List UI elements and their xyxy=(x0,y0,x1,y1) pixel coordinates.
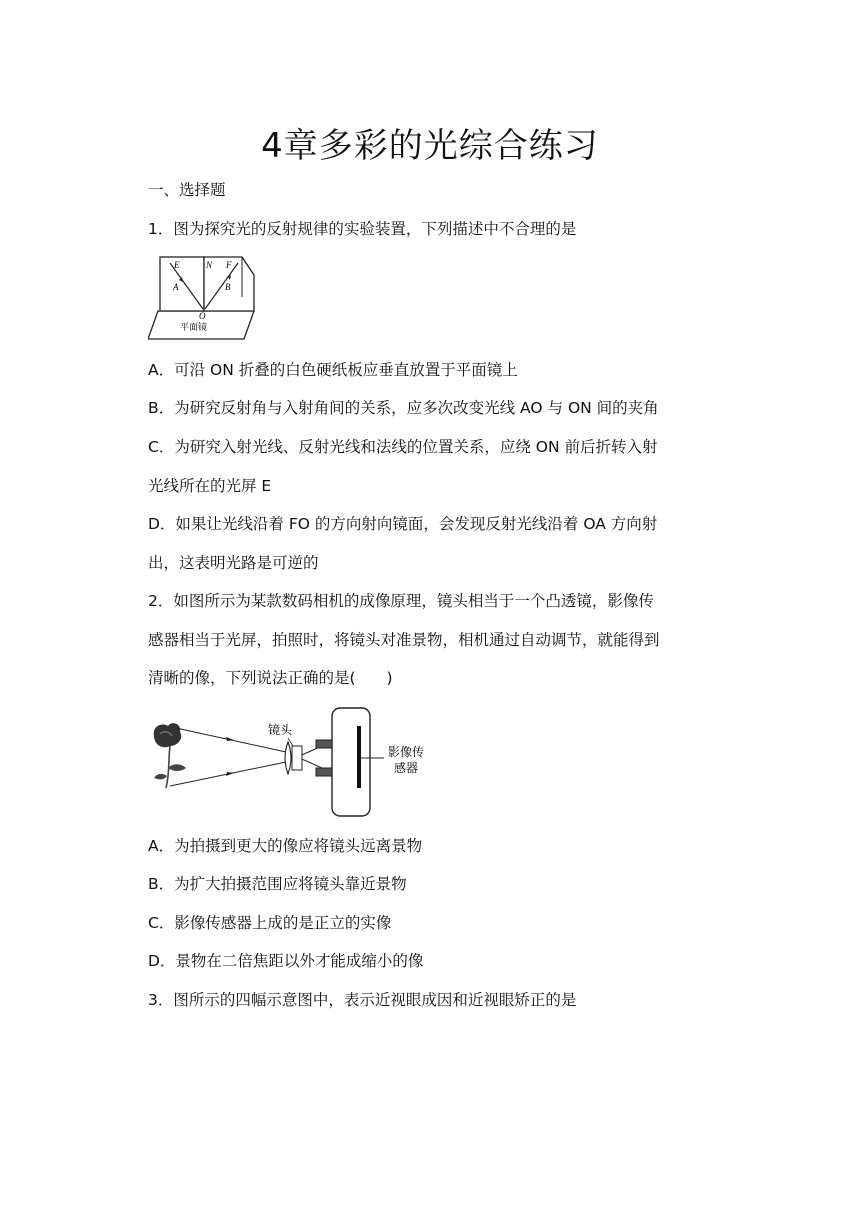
rose-object xyxy=(154,723,186,788)
camera-body xyxy=(332,708,370,816)
label-sensor-line2: 感器 xyxy=(394,761,419,775)
label-e: E xyxy=(174,260,180,270)
question-2-stem-line2: 感器相当于光屏，拍照时，将镜头对准景物，相机通过自动调节，就能得到 xyxy=(148,631,660,649)
label-f: F xyxy=(226,260,232,270)
question-1-stem: 1．图为探究光的反射规律的实验装置，下列描述中不合理的是 xyxy=(148,220,577,238)
lens xyxy=(285,742,291,774)
section-heading: 一、选择题 xyxy=(148,181,226,199)
label-b: B xyxy=(225,282,231,292)
image-sensor xyxy=(357,726,361,788)
question-1-option-d-line2: 出，这表明光路是可逆的 xyxy=(148,554,319,572)
question-1-option-d-line1: D．如果让光线沿着 FO 的方向射向镜面，会发现反射光线沿着 OA 方向射 xyxy=(148,515,658,533)
label-a: A xyxy=(173,282,179,292)
question-2-stem-line1: 2．如图所示为某款数码相机的成像原理，镜头相当于一个凸透镜，影像传 xyxy=(148,592,654,610)
board-e xyxy=(160,257,204,311)
reflection-apparatus-figure xyxy=(148,253,260,343)
camera-principle-figure xyxy=(148,706,438,818)
question-1-option-c-line2: 光线所在的光屏 E xyxy=(148,477,272,495)
question-2-stem-line3: 清晰的像，下列说法正确的是( ) xyxy=(148,669,393,687)
question-2-option-d: D．景物在二倍焦距以外才能成缩小的像 xyxy=(148,952,424,970)
question-1-option-b: B．为研究反射角与入射角间的关系，应多次改变光线 AO 与 ON 间的夹角 xyxy=(148,399,659,417)
label-lens: 镜头 xyxy=(268,723,293,737)
question-1-option-a: A．可沿 ON 折叠的白色硬纸板应垂直放置于平面镜上 xyxy=(148,361,518,379)
label-o: O xyxy=(199,311,206,321)
label-sensor-line1: 影像传 xyxy=(388,745,425,759)
question-2-option-b: B．为扩大拍摄范围应将镜头靠近景物 xyxy=(148,875,407,893)
page-title: 4章多彩的光综合练习 xyxy=(261,126,599,166)
label-n: N xyxy=(206,260,213,270)
question-2-option-a: A．为拍摄到更大的像应将镜头远离景物 xyxy=(148,837,423,855)
label-mirror: 平面镜 xyxy=(180,323,208,333)
question-3-stem: 3．图所示的四幅示意图中，表示近视眼成因和近视眼矫正的是 xyxy=(148,991,577,1009)
question-1-option-c-line1: C．为研究入射光线、反射光线和法线的位置关系，应绕 ON 前后折转入射 xyxy=(148,438,658,456)
question-2-option-c: C．影像传感器上成的是正立的实像 xyxy=(148,914,392,932)
